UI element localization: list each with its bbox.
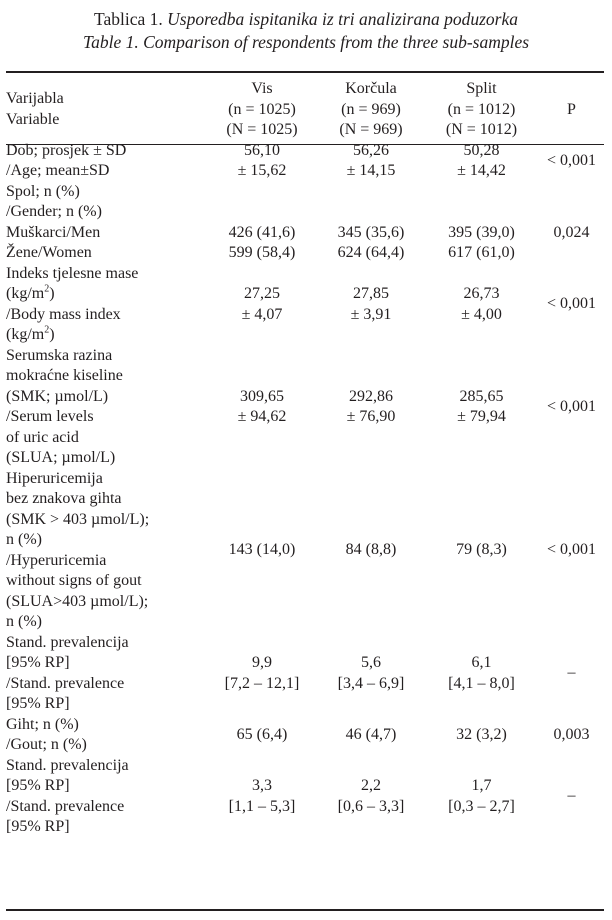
variable-label: Spol; n (%) /Gender; n (%) xyxy=(6,182,102,220)
variable-label: Giht; n (%) /Gout; n (%) xyxy=(6,715,87,753)
variable-label: Stand. prevalencija [95% RP] /Stand. prevalence [95% RP] xyxy=(6,756,129,835)
korcula-value xyxy=(318,182,424,223)
split-value: 50,28 ± 14,42 xyxy=(457,141,506,179)
p-value: – xyxy=(567,664,576,682)
table-caption xyxy=(0,8,612,54)
split-value xyxy=(424,182,539,223)
vis-value: 56,10 ± 15,62 xyxy=(237,141,287,179)
vis-value: 27,25 ± 4,07 xyxy=(241,285,283,323)
variable-label: Žene/Women xyxy=(6,244,92,261)
split-value: 79 (8,3) xyxy=(456,541,507,559)
split-value: 32 (3,2) xyxy=(456,725,507,743)
p-value: < 0,001 xyxy=(546,541,597,559)
caption-english: Table 1. Comparison of respondents from the three sub-samples xyxy=(82,32,530,52)
table-row xyxy=(6,141,604,182)
vis-value: 9,9 [7,2 – 12,1] xyxy=(224,654,300,692)
header-korcula: Korčula (n = 969) (N = 969) xyxy=(339,80,403,138)
variable-label: Muškarci/Men xyxy=(6,223,101,241)
header-variable: Varijabla Variable xyxy=(6,90,64,128)
korcula-value: 2,2 [0,6 – 3,3] xyxy=(337,777,405,815)
korcula-value: 624 (64,4) xyxy=(337,244,405,261)
vis-value: 426 (41,6) xyxy=(228,223,296,241)
table-row xyxy=(6,223,604,244)
p-value: 0,003 xyxy=(553,725,590,743)
comparison-table xyxy=(6,79,604,838)
table-row xyxy=(6,264,604,346)
split-value: 617 (61,0) xyxy=(448,244,515,261)
vis-value xyxy=(206,182,318,223)
p-value xyxy=(539,182,604,223)
header-split: Split (n = 1012) (N = 1012) xyxy=(445,80,518,138)
korcula-value: 56,26 ± 14,15 xyxy=(346,141,396,179)
vis-value: 65 (6,4) xyxy=(236,725,288,743)
top-rule xyxy=(6,71,604,73)
vis-value: 599 (58,4) xyxy=(228,244,296,261)
table-row xyxy=(6,469,604,633)
korcula-value: 292,86 ± 76,90 xyxy=(346,387,396,425)
header-p: P xyxy=(567,100,576,118)
header-row xyxy=(6,79,604,141)
bottom-rule xyxy=(6,909,604,911)
variable-label: Hiperuricemija bez znakova gihta (SMK > 403 µmol/L); n (%) /Hyperuricemia without signs of gout (SLUA>403 µmol/L); n (%) xyxy=(6,469,150,630)
table-row xyxy=(6,756,604,838)
caption-prefix: Tablica 1. xyxy=(94,9,163,29)
split-value: 285,65 ± 79,94 xyxy=(457,387,506,425)
vis-value: 3,3 [1,1 – 5,3] xyxy=(228,777,296,815)
variable-label: Stand. prevalencija [95% RP] /Stand. prevalence [95% RP] xyxy=(6,633,129,712)
korcula-value: 27,85 ± 3,91 xyxy=(350,285,392,323)
vis-value: 143 (14,0) xyxy=(228,541,296,559)
p-value: – xyxy=(567,787,576,805)
korcula-value: 84 (8,8) xyxy=(345,541,397,559)
p-value xyxy=(539,243,604,264)
vis-value: 309,65 ± 94,62 xyxy=(237,387,287,425)
table-row xyxy=(6,715,604,756)
table-body xyxy=(6,79,604,838)
korcula-value: 5,6 [3,4 – 6,9] xyxy=(337,654,405,692)
split-value: 1,7 [0,3 – 2,7] xyxy=(448,777,515,815)
header-vis: Vis (n = 1025) (N = 1025) xyxy=(226,80,298,138)
table-row xyxy=(6,633,604,715)
korcula-value: 46 (4,7) xyxy=(345,725,397,743)
table-row xyxy=(6,243,604,264)
table-row xyxy=(6,346,604,469)
p-value: 0,024 xyxy=(553,223,590,241)
split-value: 26,73 ± 4,00 xyxy=(461,285,502,323)
caption-title: Usporedba ispitanika iz tri analizirana poduzorka xyxy=(167,9,518,29)
split-value: 395 (39,0) xyxy=(448,223,515,241)
variable-label: Serumska razina mokraćne kiseline (SMK; µmol/L) /Serum levels of uric acid (SLUA; µmol/L) xyxy=(6,346,123,466)
p-value: < 0,001 xyxy=(546,397,597,415)
korcula-value: 345 (35,6) xyxy=(337,223,405,241)
variable-label: Dob; prosjek ± SD /Age; mean±SD xyxy=(6,141,127,179)
p-value: < 0,001 xyxy=(546,295,597,313)
variable-label: Indeks tjelesne mase $(kg/m^2)$ /Body mass index $(kg/m^2)$ xyxy=(6,264,139,343)
p-value: < 0,001 xyxy=(546,151,597,169)
table-row xyxy=(6,182,604,223)
split-value: 6,1 [4,1 – 8,0] xyxy=(448,654,515,692)
caption-croatian xyxy=(0,8,612,31)
